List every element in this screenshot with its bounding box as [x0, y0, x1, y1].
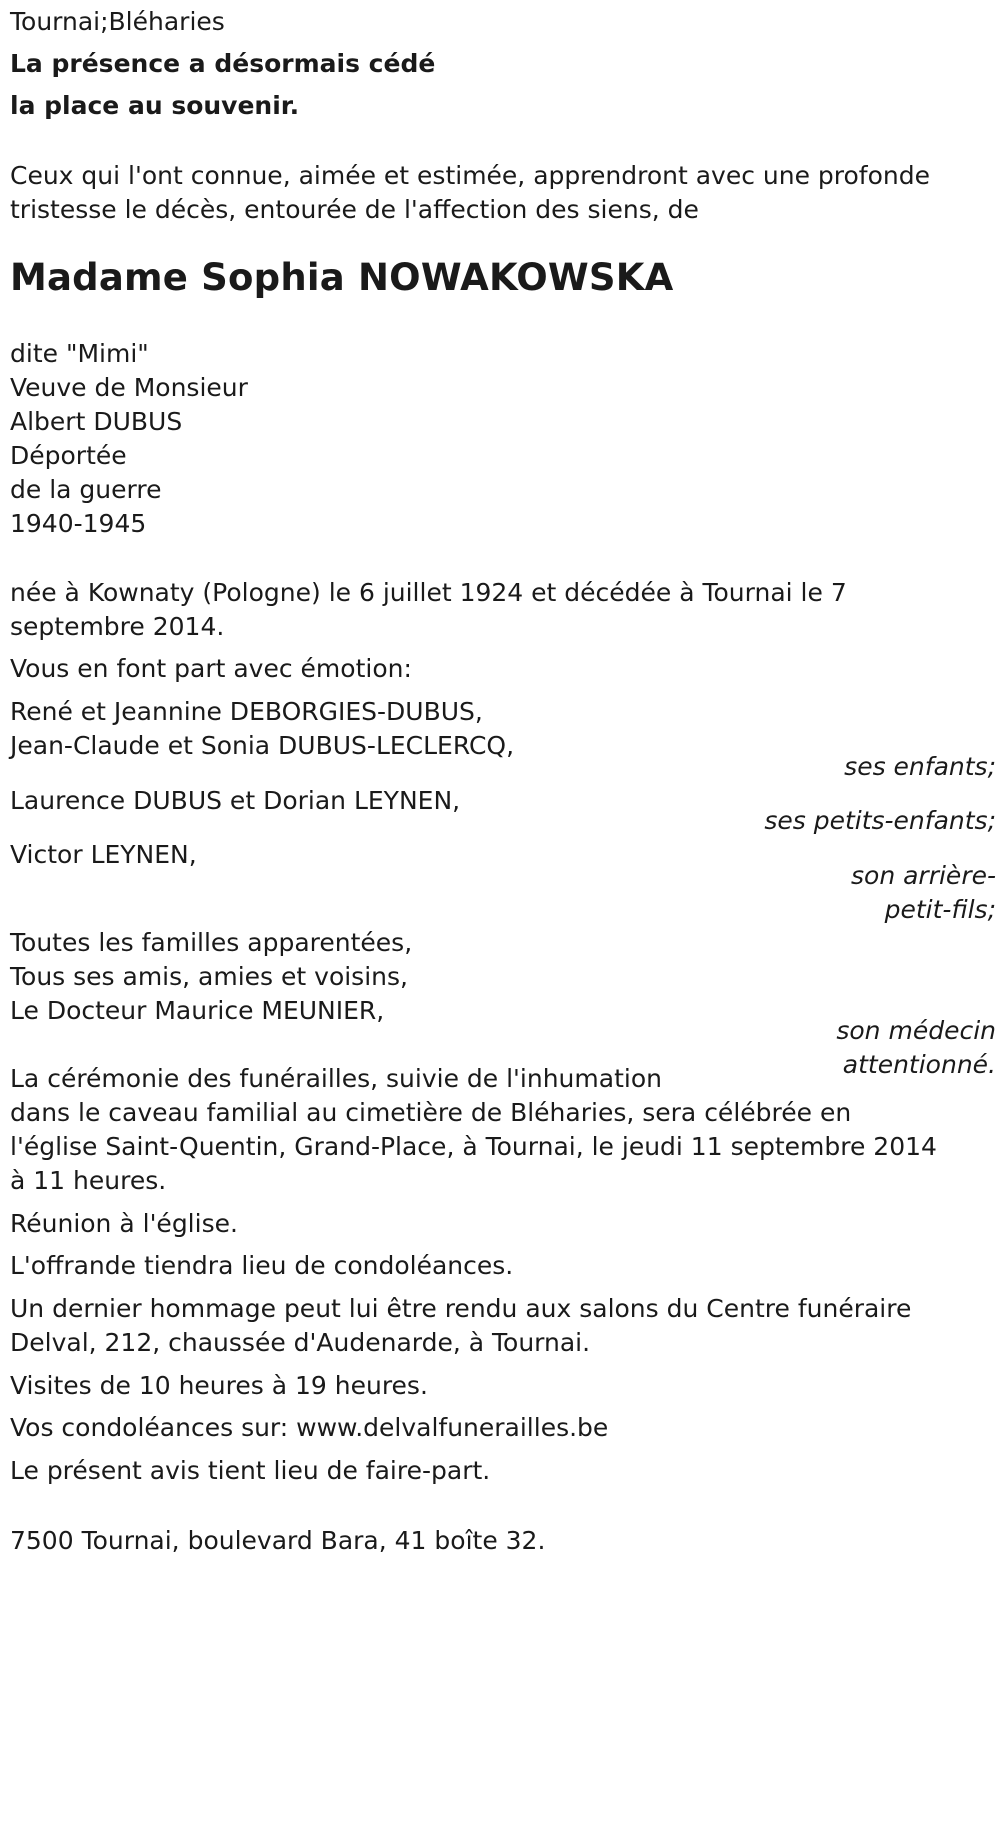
others-line: Tous ses amis, amies et voisins,	[10, 962, 408, 991]
ceremony-line-2: dans le caveau familial au cimetière de Bléharies, sera célébrée en	[10, 1098, 852, 1127]
address: 7500 Tournai, boulevard Bara, 41 boîte 32.	[10, 1526, 546, 1555]
condolences-note: Vos condoléances sur: www.delvalfunerailles.be	[10, 1413, 609, 1442]
quote-line-1: La présence a désormais cédé	[10, 49, 436, 78]
deceased-detail: Déportée	[10, 441, 127, 470]
doctor-line: Le Docteur Maurice MEUNIER,	[10, 996, 385, 1025]
meeting-note: Réunion à l'église.	[10, 1209, 238, 1238]
grandchildren-line: Laurence DUBUS et Dorian LEYNEN,	[10, 786, 461, 815]
great-grandchild-role-2: petit-fils;	[884, 895, 996, 924]
deceased-detail: Veuve de Monsieur	[10, 373, 248, 402]
tribute-line-2: Delval, 212, chaussée d'Audenarde, à Tournai.	[10, 1328, 591, 1357]
offering-note: L'offrande tiendra lieu de condoléances.	[10, 1251, 514, 1280]
quote-line-2: la place au souvenir.	[10, 91, 300, 120]
announcement-line-2: tristesse le décès, entourée de l'affection des siens, de	[10, 195, 699, 224]
others-line: Toutes les familles apparentées,	[10, 928, 413, 957]
great-grandchild-role-1: son arrière-	[851, 861, 996, 890]
doctor-role-2: attentionné.	[842, 1050, 996, 1079]
children-line: Jean-Claude et Sonia DUBUS-LECLERCQ,	[10, 731, 515, 760]
deceased-detail: dite "Mimi"	[10, 339, 149, 368]
deceased-detail: 1940-1945	[10, 509, 147, 538]
children-line: René et Jeannine DEBORGIES-DUBUS,	[10, 697, 483, 726]
birth-death-line-1: née à Kownaty (Pologne) le 6 juillet 1924 et décédée à Tournai le 7	[10, 578, 847, 607]
notice-note: Le présent avis tient lieu de faire-part.	[10, 1456, 491, 1485]
announcement-line-1: Ceux qui l'ont connue, aimée et estimée, apprendront avec une profonde	[10, 161, 930, 190]
family-intro: Vous en font part avec émotion:	[10, 654, 412, 683]
visits-note: Visites de 10 heures à 19 heures.	[10, 1371, 428, 1400]
grandchildren-role: ses petits-enfants;	[764, 806, 996, 835]
deceased-name: Madame Sophia NOWAKOWSKA	[10, 256, 674, 299]
children-role: ses enfants;	[844, 752, 996, 781]
birth-death-line-2: septembre 2014.	[10, 612, 225, 641]
location: Tournai;Bléharies	[10, 7, 225, 36]
deceased-detail: de la guerre	[10, 475, 162, 504]
ceremony-line-3: l'église Saint-Quentin, Grand-Place, à Tournai, le jeudi 11 septembre 2014	[10, 1132, 937, 1161]
ceremony-line-1: La cérémonie des funérailles, suivie de l'inhumation	[10, 1064, 662, 1093]
deceased-detail: Albert DUBUS	[10, 407, 183, 436]
ceremony-line-4: à 11 heures.	[10, 1166, 167, 1195]
doctor-role-1: son médecin	[836, 1016, 996, 1045]
great-grandchild-line: Victor LEYNEN,	[10, 840, 197, 869]
tribute-line-1: Un dernier hommage peut lui être rendu aux salons du Centre funéraire	[10, 1294, 912, 1323]
